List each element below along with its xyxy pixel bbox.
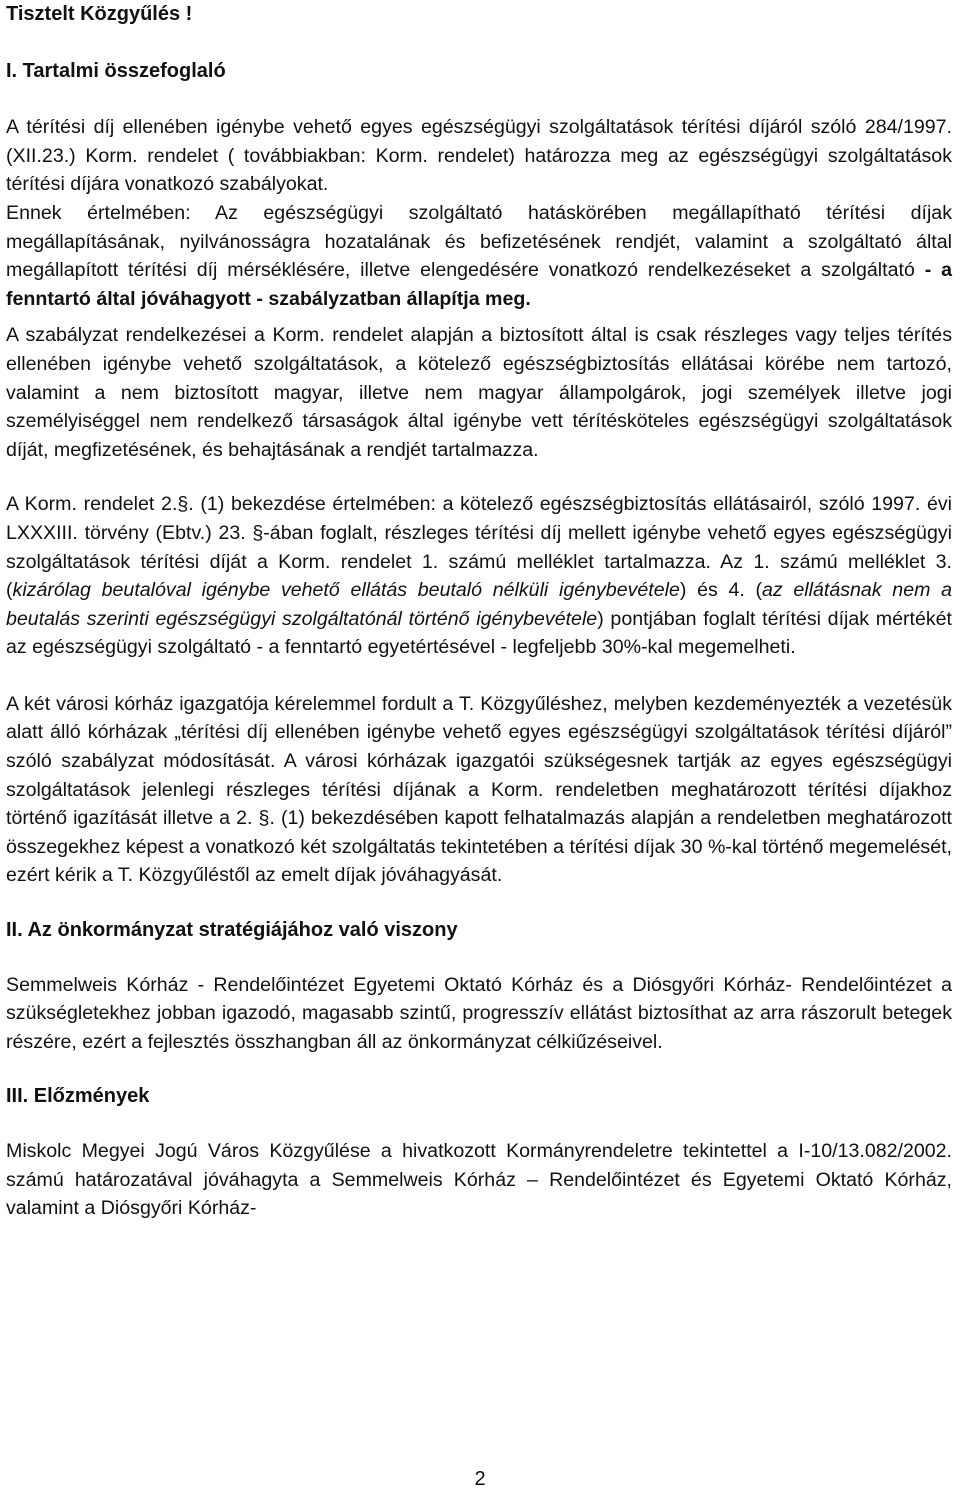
section-3-paragraph-1: Miskolc Megyei Jogú Város Közgyűlése a hivatkozott Kormányrendeletre tekintettel a I-10/13.082/2002. számú határozatával jóváhagyta a Semmelweis Kórház – Rendelőintézet és Egyetemi Oktató Kórház, valamint a Diósgyőri Kórház- <box>6 1140 952 1220</box>
p4-text-b: ) és 4. ( <box>679 579 763 602</box>
section-1-paragraph-1: A térítési díj ellenében igénybe vehető egyes egészségügyi szolgáltatások térítési díjáról szóló 284/1997. (XII.23.) Korm. rendelet ( továbbiakban: Korm. rendelet) határozza meg az egészségügyi szolgáltatások térítési díjára vonatkozó szabályokat. <box>6 116 952 196</box>
section-2-paragraph-1: Semmelweis Kórház - Rendelőintézet Egyetemi Oktató Kórház és a Diósgyőri Kórház- Rendelőintézet a szükségletekhez jobban igazodó, magasabb szintű, progresszív ellátást biztosíthat az arra rászorult betegek részére, ezért a fejlesztés összhangban áll az önkormányzat célkiűzéseivel. <box>6 973 952 1053</box>
p4-text-c: ) pontjában foglalt térítési díjak mértékét az egészségügyi szolgáltató - a fenntartó egyetértésével - legfeljebb 30%-kal megemelheti. <box>6 607 952 659</box>
p4-text-a: A Korm. rendelet 2.§. (1) bekezdése értelmében: a kötelező egészségbiztosítás ellátásairól, szóló 1997. évi LXXXIII. törvény (Ebtv.) 23. §-ában foglalt, részleges térítési díj mellett igénybe vehető egyes egészségügyi szolgáltatások térítési díját a Korm. rendelet 1. számú melléklet tartalmazza. Az 1. számú melléklet 3. ( <box>6 493 952 602</box>
section-1-heading: I. Tartalmi összefoglaló <box>6 59 226 82</box>
p4-italic-2: az ellátásnak nem a beutalás szerinti egészségügyi szolgáltatónál történő igénybevétele <box>6 579 952 630</box>
p4-italic-1: kizárólag beutalóval igénybe vehető ellátás beutaló nélküli igénybevétele <box>12 579 680 602</box>
section-1-paragraph-2-bold: - a fenntartó által jóváhagyott - szabályzatban állapítja meg. <box>6 259 952 310</box>
section-1-paragraph-4 <box>6 490 952 662</box>
section-1-paragraph-5: A két városi kórház igazgatója kérelemmel fordult a T. Közgyűléshez, melyben kezdeményezték a vezetésük alatt álló kórházak „térítési díj ellenében igénybe vehető egyes egészségügyi szolgáltatások térítési díjáról” szóló szabályzat módosítását. A városi kórházak igazgatói szükségesnek tartják az egyes egészségügyi szolgáltatások jelenlegi részleges térítési díjának a Korm. rendeletben meghatározott térítési díjakhoz történő igazítását illetve a 2. §. (1) bekezdésében kapott felhatalmazás alapján a rendeletben meghatározott összegekhez képest a vonatkozó két szolgáltatás tekintetében a térítési díjak 30 %-kal történő megemelését, ezért kérik a T. Közgyűléstől az emelt díjak jóváhagyását. <box>6 692 952 887</box>
section-1-paragraph-2 <box>6 199 952 313</box>
greeting: Tisztelt Közgyűlés ! <box>6 3 193 25</box>
page-number: 2 <box>474 1468 486 1490</box>
section-1-paragraph-3: A szabályzat rendelkezései a Korm. rendelet alapján a biztosított által is csak részleges vagy teljes térítés ellenében igénybe vehető szolgáltatások, a kötelező egészségbiztosítás ellátásai körébe nem tartozó, valamint a nem biztosított magyar, illetve nem magyar állampolgárok, jogi személyek illetve jogi személyiséggel nem rendelkező társaságok által igénybe vett térítésköteles egészségügyi szolgáltatások díját, megfizetésének, és behajtásának a rendjét tartalmazza. <box>6 324 952 461</box>
section-2-heading: II. Az önkormányzat stratégiájához való viszony <box>6 919 458 942</box>
section-1-paragraph-2-text: Ennek értelmében: Az egészségügyi szolgáltató hatáskörében megállapítható térítési díjak megállapításának, nyilvánosságra hozatalának és befizetésének rendjét, valamint a szolgáltató által megállapított térítési díj mérséklésére, illetve elengedésére vonatkozó rendelkezéseket a szolgáltató <box>6 201 952 282</box>
document-page <box>6 0 952 1223</box>
section-3-heading: III. Előzmények <box>6 1085 150 1108</box>
